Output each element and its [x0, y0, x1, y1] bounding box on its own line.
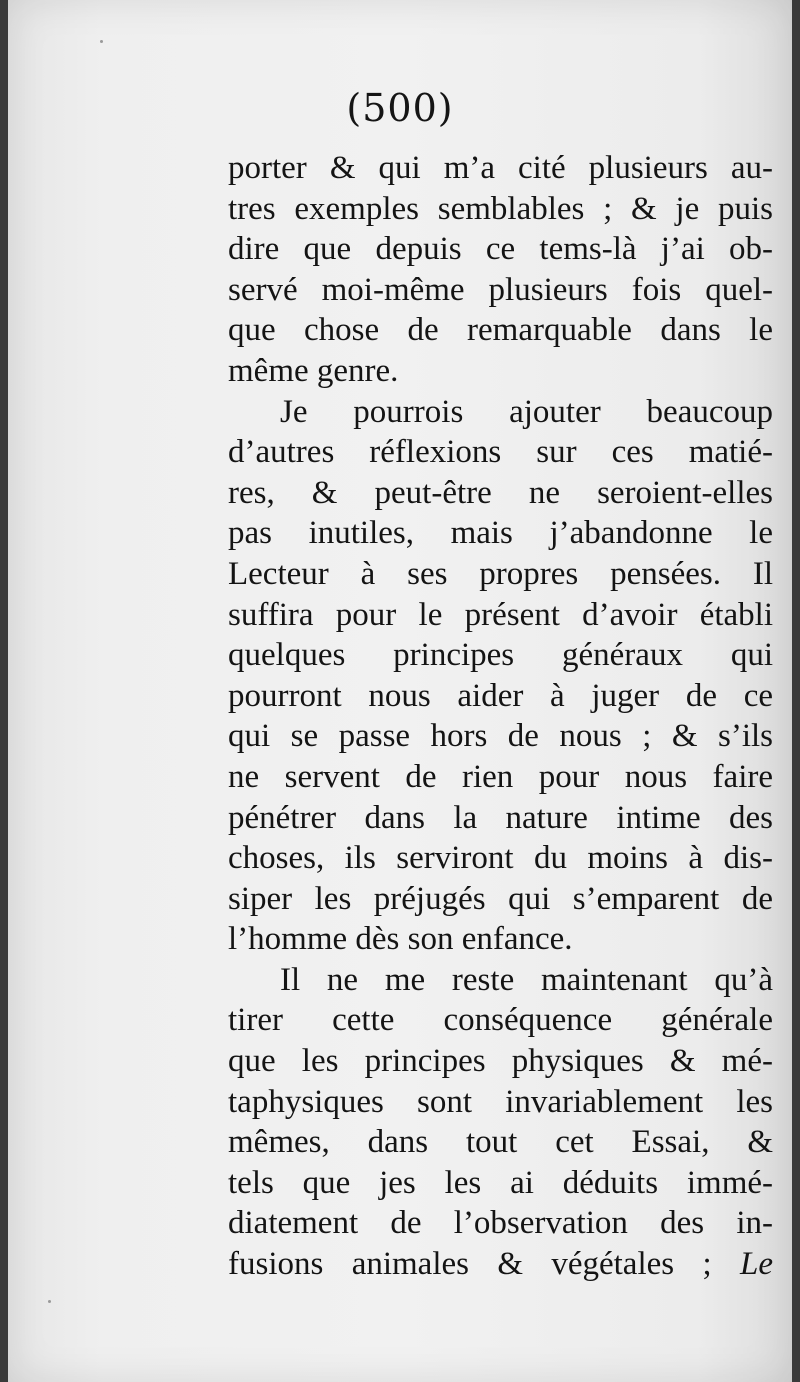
text-line: diatement de l’observation des in- [228, 1205, 773, 1242]
text-line: dire que depuis ce tems-là j’ai ob- [228, 231, 773, 268]
text-line: quelques principes généraux qui [228, 637, 773, 674]
paper-speck [48, 1300, 51, 1303]
text-line: Il ne me reste maintenant qu’à [280, 961, 773, 998]
text-line: pourront nous aider à juger de ce [228, 677, 773, 714]
text-line: porter & qui m’a cité plusieurs au- [228, 150, 773, 186]
text-line: même genre. [228, 352, 399, 389]
text-line: suffira pour le présent d’avoir établi [228, 596, 773, 633]
text-line: res, & peut-être ne seroient-elles [228, 474, 773, 511]
text-line: Je pourrois ajouter beaucoup [280, 393, 773, 430]
text-line: Lecteur à ses propres pensées. Il [228, 555, 773, 592]
body-text [228, 148, 773, 1285]
text-line: ne servent de rien pour nous faire [228, 758, 773, 795]
text-line: que les principes physiques & mé- [228, 1043, 773, 1080]
text-line: d’autres réflexions sur ces matié- [228, 434, 773, 471]
text-line: servé moi-même plusieurs fois quel- [228, 271, 773, 308]
text-line: tres exemples semblables ; & je puis [228, 190, 773, 227]
text-line-final [228, 1244, 773, 1285]
catchword: Le [740, 1246, 773, 1283]
book-page [8, 0, 792, 1382]
text-line: siper les préjugés qui s’emparent de [228, 880, 773, 917]
text-line: choses, ils serviront du moins à dis- [228, 840, 773, 877]
text-line: tirer cette conséquence générale [228, 1002, 773, 1039]
page-number: (500) [346, 86, 454, 130]
text-line-content: fusions animales & végétales ; [228, 1246, 712, 1283]
text-line: mêmes, dans tout cet Essai, & [228, 1124, 773, 1161]
text-line: qui se passe hors de nous ; & s’ils [228, 718, 773, 755]
text-line: pénétrer dans la nature intime des [228, 799, 773, 836]
paper-speck [100, 40, 103, 43]
text-line: l’homme dès son enfance. [228, 921, 573, 958]
text-line: pas inutiles, mais j’abandonne le [228, 515, 773, 552]
text-line: taphysiques sont invariablement les [228, 1083, 773, 1120]
text-line: que chose de remarquable dans le [228, 312, 773, 349]
text-line: tels que jes les ai déduits immé- [228, 1164, 773, 1201]
